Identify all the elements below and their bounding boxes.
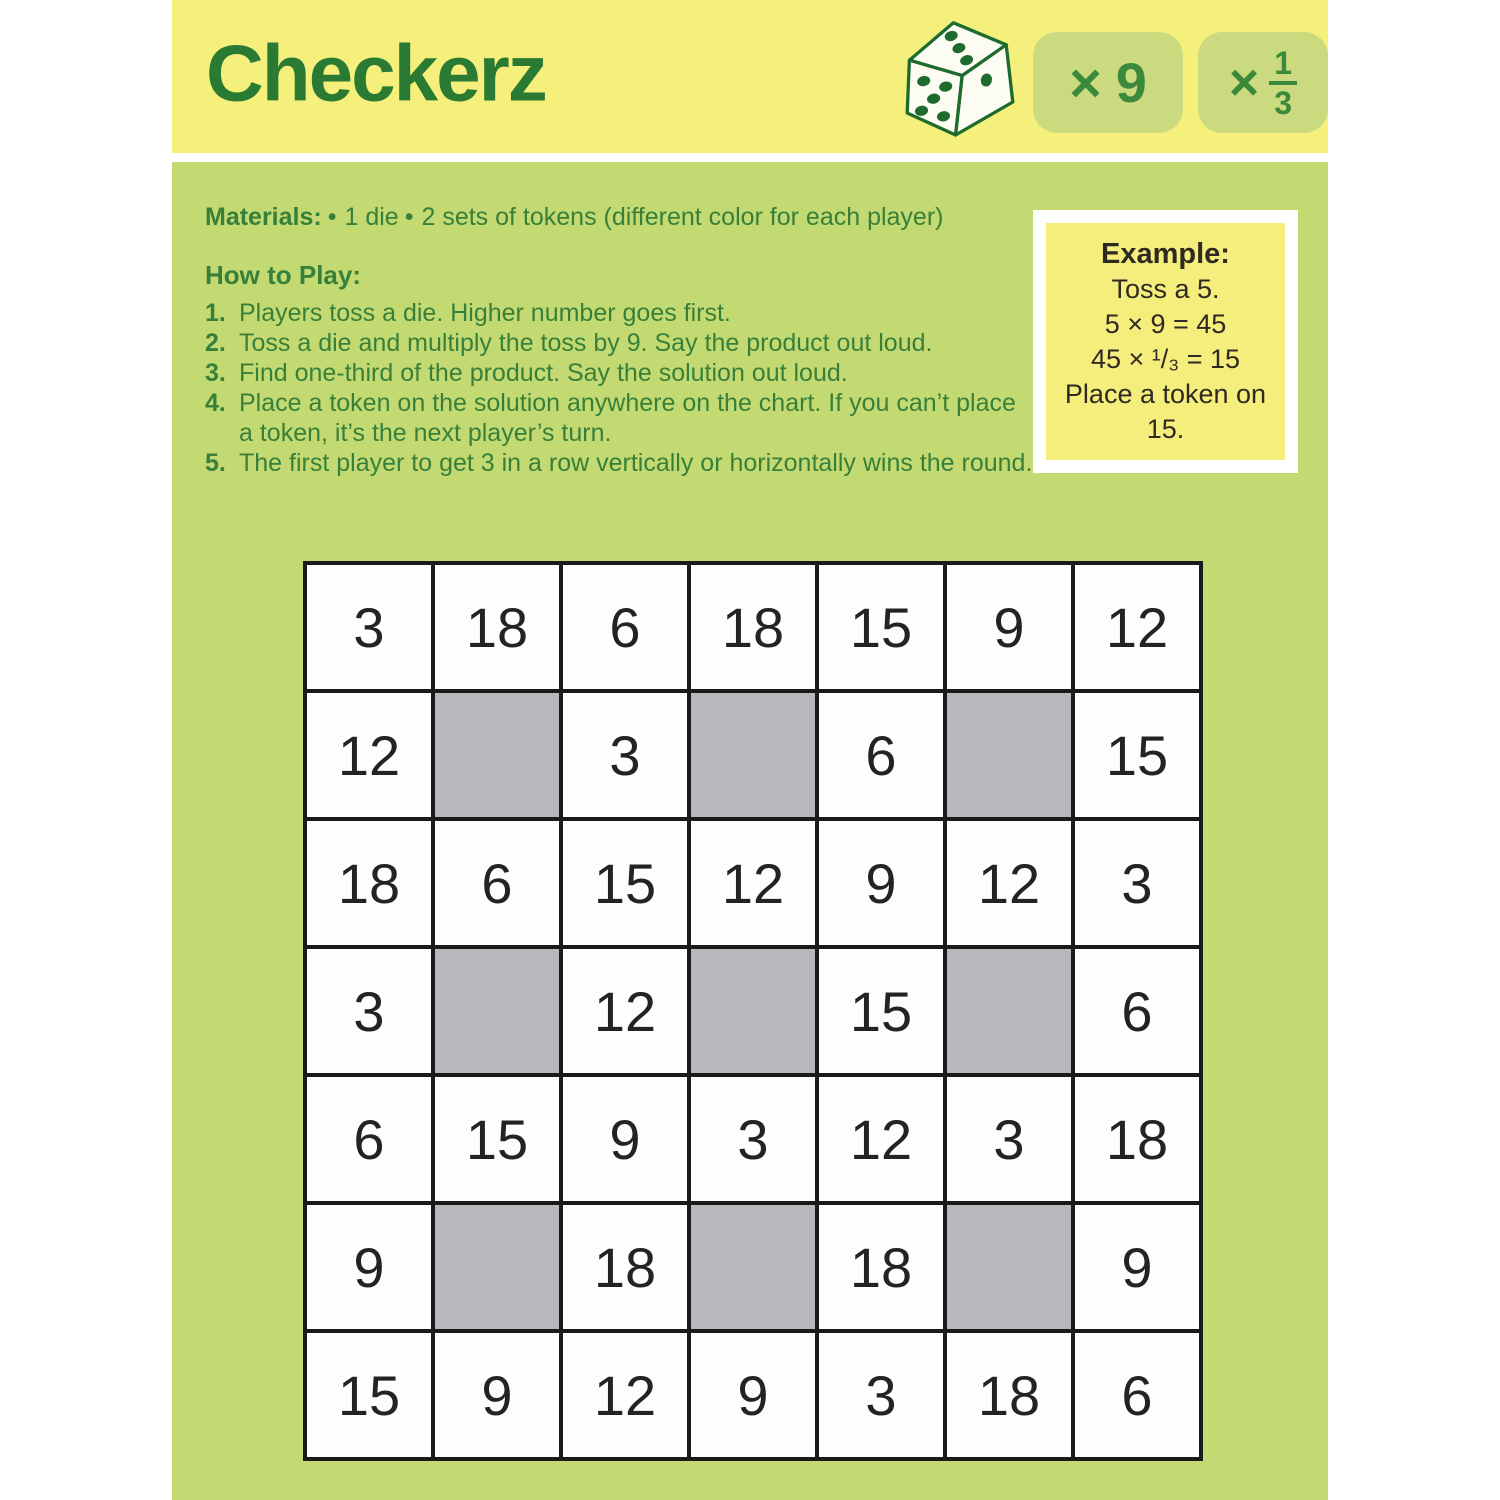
multiplier-value: 9 bbox=[1115, 51, 1147, 114]
grid-cell: 9 bbox=[689, 1331, 817, 1459]
example-line: 45 × ¹/₃ = 15 bbox=[1090, 343, 1241, 374]
grid-cell-blocked bbox=[433, 947, 561, 1075]
grid-cell: 12 bbox=[689, 819, 817, 947]
grid-cell: 9 bbox=[305, 1203, 433, 1331]
grid-cell: 6 bbox=[817, 691, 945, 819]
grid-cell-blocked bbox=[945, 947, 1073, 1075]
header-band bbox=[172, 0, 1328, 153]
step-1 bbox=[205, 298, 1035, 328]
example-line: 5 × 9 = 45 bbox=[1104, 308, 1227, 339]
grid-cell: 3 bbox=[305, 947, 433, 1075]
bullet-icon: • bbox=[327, 203, 337, 231]
grid-cell-blocked bbox=[945, 691, 1073, 819]
green-panel bbox=[172, 162, 1328, 1500]
step-number: 4. bbox=[205, 389, 226, 417]
grid-cell: 15 bbox=[817, 563, 945, 691]
fraction-denominator: 3 bbox=[1274, 84, 1293, 121]
materials-line bbox=[205, 202, 1035, 232]
example-heading: Example: bbox=[1101, 237, 1230, 270]
grid-cell: 12 bbox=[561, 947, 689, 1075]
fraction-one-third bbox=[1269, 44, 1297, 121]
grid-cell-blocked bbox=[689, 947, 817, 1075]
materials-label: Materials: bbox=[205, 203, 322, 231]
grid-cell: 15 bbox=[1073, 691, 1201, 819]
page-title: Checkerz bbox=[206, 27, 546, 117]
grid-cell: 6 bbox=[305, 1075, 433, 1203]
step-text: Players toss a die. Higher number goes first. bbox=[239, 299, 731, 327]
example-line: Toss a 5. bbox=[1111, 273, 1220, 304]
example-box bbox=[1033, 210, 1298, 473]
step-2 bbox=[205, 328, 1035, 358]
grid-cell: 15 bbox=[561, 819, 689, 947]
grid-cell: 3 bbox=[817, 1331, 945, 1459]
materials-item: 2 sets of tokens (different color for each player) bbox=[421, 203, 944, 231]
step-number: 5. bbox=[205, 449, 226, 477]
step-4 bbox=[205, 388, 1035, 448]
grid-cell-blocked bbox=[689, 691, 817, 819]
badge-times-one-third bbox=[1198, 32, 1328, 133]
example-content bbox=[1046, 223, 1285, 460]
grid-cell: 15 bbox=[817, 947, 945, 1075]
bullet-icon: • bbox=[404, 203, 414, 231]
grid-cell: 6 bbox=[1073, 947, 1201, 1075]
step-text: The first player to get 3 in a row vertically or horizontally wins the round. bbox=[239, 449, 1033, 477]
grid-cell-blocked bbox=[433, 691, 561, 819]
instructions-block bbox=[205, 202, 1035, 478]
grid-cell: 9 bbox=[817, 819, 945, 947]
grid-cell: 18 bbox=[945, 1331, 1073, 1459]
grid-cell: 12 bbox=[1073, 563, 1201, 691]
example-line: Place a token on 15. bbox=[1064, 378, 1267, 444]
grid-cell: 6 bbox=[1073, 1331, 1201, 1459]
grid-cell: 15 bbox=[433, 1075, 561, 1203]
grid-cell: 18 bbox=[817, 1203, 945, 1331]
grid-cell: 9 bbox=[1073, 1203, 1201, 1331]
grid-cell: 18 bbox=[305, 819, 433, 947]
step-text: Find one-third of the product. Say the solution out loud. bbox=[239, 359, 848, 387]
grid-cell-blocked bbox=[433, 1203, 561, 1331]
grid-cell: 12 bbox=[561, 1331, 689, 1459]
grid-cell: 3 bbox=[305, 563, 433, 691]
grid-cell-blocked bbox=[689, 1203, 817, 1331]
fraction-numerator: 1 bbox=[1269, 47, 1297, 85]
step-number: 1. bbox=[205, 299, 226, 327]
grid-cell: 18 bbox=[433, 563, 561, 691]
step-text: Toss a die and multiply the toss by 9. Say the product out loud. bbox=[239, 329, 933, 357]
grid-cell: 15 bbox=[305, 1331, 433, 1459]
how-to-play-heading: How to Play: bbox=[205, 260, 362, 290]
grid-cell: 3 bbox=[945, 1075, 1073, 1203]
game-grid bbox=[303, 561, 1203, 1461]
grid-cell: 9 bbox=[945, 563, 1073, 691]
grid-cell: 18 bbox=[561, 1203, 689, 1331]
grid-cell: 12 bbox=[945, 819, 1073, 947]
step-3 bbox=[205, 358, 1035, 388]
grid-cell: 9 bbox=[433, 1331, 561, 1459]
multiply-icon: × bbox=[1228, 53, 1260, 112]
grid-cell: 18 bbox=[1073, 1075, 1201, 1203]
step-number: 2. bbox=[205, 329, 226, 357]
die-icon bbox=[894, 14, 1026, 146]
grid-cell-blocked bbox=[945, 1203, 1073, 1331]
grid-cell: 3 bbox=[1073, 819, 1201, 947]
grid-cell: 6 bbox=[433, 819, 561, 947]
badge-times-9 bbox=[1033, 32, 1183, 133]
step-text: Place a token on the solution anywhere on the chart. If you can’t place a token, it’s the next player’s turn. bbox=[239, 389, 1016, 447]
grid-cell: 12 bbox=[817, 1075, 945, 1203]
materials-item: 1 die bbox=[344, 203, 399, 231]
step-5 bbox=[205, 448, 1035, 478]
grid-cell: 3 bbox=[689, 1075, 817, 1203]
grid-cell: 6 bbox=[561, 563, 689, 691]
multiply-icon: × bbox=[1069, 51, 1102, 114]
grid-cell: 18 bbox=[689, 563, 817, 691]
grid-cell: 12 bbox=[305, 691, 433, 819]
grid-cell: 9 bbox=[561, 1075, 689, 1203]
grid-cell: 3 bbox=[561, 691, 689, 819]
step-number: 3. bbox=[205, 359, 226, 387]
